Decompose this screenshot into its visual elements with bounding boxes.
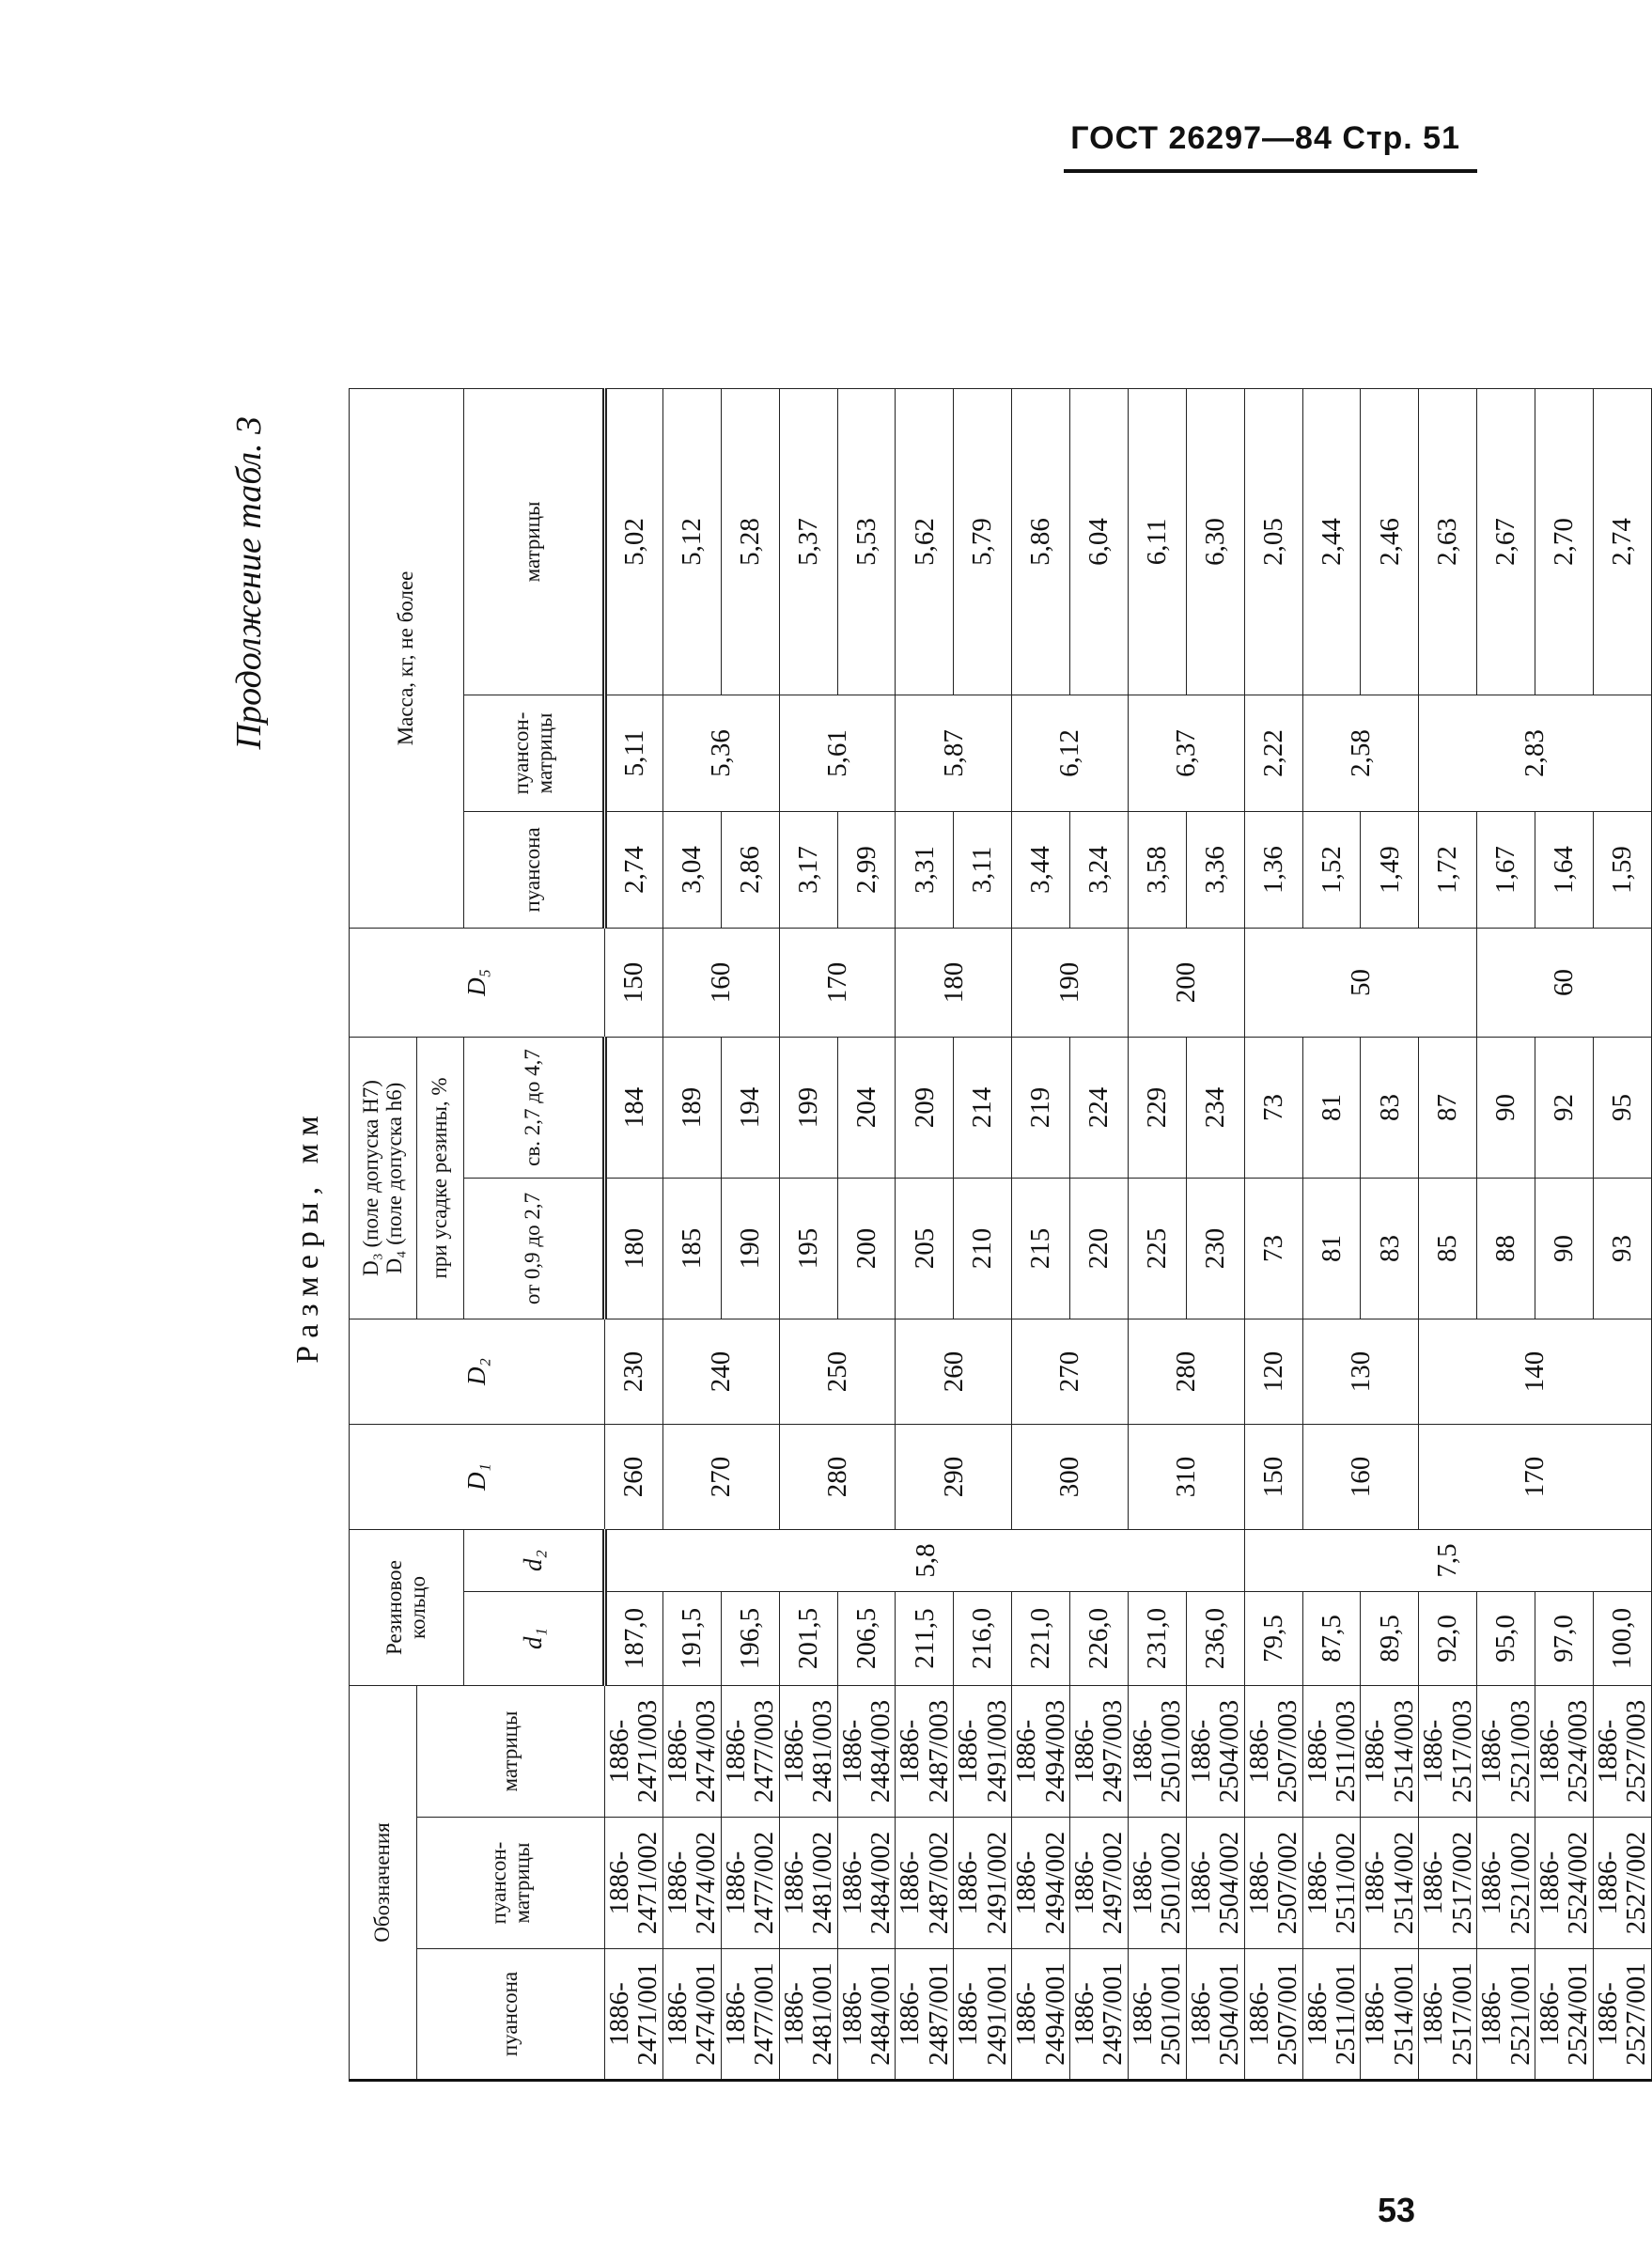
mass-punch-cell: 3,24 (1070, 811, 1129, 928)
mass-die-cell: 2,70 (1535, 388, 1594, 695)
D1-cell: 260 (605, 1424, 663, 1529)
D3-cell: 81 (1302, 1178, 1361, 1319)
D4-cell: 194 (721, 1037, 779, 1178)
punch-die-cell: 1886-2491/002 (954, 1818, 1012, 1949)
table-row (605, 388, 663, 2080)
d1-cell: 191,5 (662, 1592, 721, 1686)
mass-punch-cell: 1,52 (1302, 811, 1361, 928)
mass-punch-header: пуансона (464, 811, 605, 928)
mass-punch-die-cell: 2,58 (1302, 695, 1419, 811)
die-header: матрицы (417, 1686, 605, 1818)
mass-die-cell: 6,04 (1070, 388, 1129, 695)
mass-punch-cell: 3,11 (954, 811, 1012, 928)
d1-cell: 196,5 (721, 1592, 779, 1686)
D3-cell: 83 (1361, 1178, 1419, 1319)
punch-cell: 1886-2501/001 (1128, 1949, 1186, 2081)
D4-cell: 204 (837, 1037, 896, 1178)
punch-cell: 1886-2471/001 (605, 1949, 663, 2081)
mass-punch-cell: 1,36 (1244, 811, 1302, 928)
d1-cell: 187,0 (605, 1592, 663, 1686)
punch-cell: 1886-2477/001 (721, 1949, 779, 2081)
header-rule (1064, 169, 1477, 173)
D4-cell: 209 (896, 1037, 954, 1178)
D4-cell: 73 (1244, 1037, 1302, 1178)
table-row (1070, 388, 1129, 2080)
D1-header: D₁ (350, 1424, 605, 1529)
punch-cell: 1886-2524/001 (1535, 1949, 1594, 2081)
D3-cell: 85 (1419, 1178, 1477, 1319)
D4-cell: 92 (1535, 1037, 1594, 1178)
D1-cell: 270 (662, 1424, 779, 1529)
d1-cell: 95,0 (1477, 1592, 1535, 1686)
D5-header: D₅ (350, 928, 605, 1037)
die-cell: 1886-2481/003 (779, 1686, 837, 1818)
mass-punch-cell: 1,67 (1477, 811, 1535, 928)
D5-cell: 160 (662, 928, 779, 1037)
table-row (721, 388, 779, 2080)
punch-die-cell: 1886-2527/002 (1593, 1818, 1651, 1949)
die-cell: 1886-2504/003 (1186, 1686, 1244, 1818)
punch-cell: 1886-2481/001 (779, 1949, 837, 2081)
mass-punch-cell: 1,59 (1593, 811, 1651, 928)
mass-die-cell: 5,02 (605, 388, 663, 695)
D4-cell: 95 (1593, 1037, 1651, 1178)
D4-cell: 90 (1477, 1037, 1535, 1178)
header-page: Стр. 51 (1342, 120, 1460, 156)
mass-header: Масса, кг, не более (350, 388, 464, 928)
D3-tolerance-label: D₃ (поле допуска H7) (359, 1080, 383, 1276)
punch-cell: 1886-2491/001 (954, 1949, 1012, 2081)
D3-cell: 220 (1070, 1178, 1129, 1319)
die-cell: 1886-2494/003 (1012, 1686, 1070, 1818)
D2-cell: 250 (779, 1319, 896, 1424)
d2-cell: 7,5 (1244, 1529, 1651, 1591)
D4-cell: 87 (1419, 1037, 1477, 1178)
D5-cell: 180 (896, 928, 1012, 1037)
punch-cell: 1886-2507/001 (1244, 1949, 1302, 2081)
D2-cell: 130 (1302, 1319, 1419, 1424)
mass-die-cell: 5,86 (1012, 388, 1070, 695)
punch-die-cell: 1886-2477/002 (721, 1818, 779, 1949)
mass-punch-cell: 3,36 (1186, 811, 1244, 928)
punch-die-cell: 1886-2497/002 (1070, 1818, 1129, 1949)
d1-cell: 89,5 (1361, 1592, 1419, 1686)
d1-cell: 92,0 (1419, 1592, 1477, 1686)
D4-cell: 214 (954, 1037, 1012, 1178)
punch-die-cell: 1886-2524/002 (1535, 1818, 1594, 1949)
mass-punch-die-header: пуансон-матрицы (464, 695, 605, 811)
die-cell: 1886-2507/003 (1244, 1686, 1302, 1818)
die-cell: 1886-2517/003 (1419, 1686, 1477, 1818)
D3-cell: 88 (1477, 1178, 1535, 1319)
mass-punch-cell: 3,31 (896, 811, 954, 928)
mass-die-cell: 2,74 (1593, 388, 1651, 695)
punch-die-cell: 1886-2494/002 (1012, 1818, 1070, 1949)
D3-cell: 200 (837, 1178, 896, 1319)
punch-die-cell: 1886-2471/002 (605, 1818, 663, 1949)
shrinkage-header: при усадке резины, % (417, 1037, 464, 1319)
mass-die-cell: 2,46 (1361, 388, 1419, 695)
punch-cell: 1886-2497/001 (1070, 1949, 1129, 2081)
die-cell: 1886-2514/003 (1361, 1686, 1419, 1818)
D2-cell: 270 (1012, 1319, 1129, 1424)
mass-die-cell: 2,67 (1477, 388, 1535, 695)
d1-header: d₁ (464, 1592, 605, 1686)
D4-cell: 184 (605, 1037, 663, 1178)
mass-punch-cell: 3,58 (1128, 811, 1186, 928)
die-cell: 1886-2491/003 (954, 1686, 1012, 1818)
D3-cell: 215 (1012, 1178, 1070, 1319)
mass-punch-die-cell: 6,12 (1012, 695, 1129, 811)
d1-cell: 216,0 (954, 1592, 1012, 1686)
d1-cell: 211,5 (896, 1592, 954, 1686)
mass-punch-die-cell: 2,22 (1244, 695, 1302, 811)
die-cell: 1886-2477/003 (721, 1686, 779, 1818)
designations-header: Обозначения (350, 1686, 417, 2081)
D1-cell: 290 (896, 1424, 1012, 1529)
mass-punch-die-cell: 6,37 (1128, 695, 1244, 811)
punch-cell: 1886-2494/001 (1012, 1949, 1070, 2081)
punch-die-cell: 1886-2511/002 (1302, 1818, 1361, 1949)
table-row (1244, 388, 1302, 2080)
mass-punch-die-cell: 5,61 (779, 695, 896, 811)
D3-cell: 180 (605, 1178, 663, 1319)
punch-cell: 1886-2504/001 (1186, 1949, 1244, 2081)
D3-cell: 225 (1128, 1178, 1186, 1319)
punch-cell: 1886-2514/001 (1361, 1949, 1419, 2081)
D4-tolerance-label: D₄ (поле допуска h6) (382, 1082, 406, 1274)
table-row (1128, 388, 1186, 2080)
mass-punch-cell: 2,99 (837, 811, 896, 928)
mass-die-cell: 6,11 (1128, 388, 1186, 695)
punch-die-cell: 1886-2481/002 (779, 1818, 837, 1949)
table-row (1186, 388, 1244, 2080)
document-header (1070, 120, 1460, 157)
rubber-ring-header: Резиновое кольцо (350, 1529, 464, 1685)
punch-header: пуансона (417, 1949, 605, 2081)
mass-punch-cell: 2,74 (605, 811, 663, 928)
table-row (954, 388, 1012, 2080)
dimensions-table (349, 388, 1652, 2082)
D3D4-header (350, 1037, 417, 1319)
d1-cell: 87,5 (1302, 1592, 1361, 1686)
D4-cell: 83 (1361, 1037, 1419, 1178)
D1-cell: 280 (779, 1424, 896, 1529)
D1-cell: 150 (1244, 1424, 1302, 1529)
D4-cell: 229 (1128, 1037, 1186, 1178)
mass-punch-die-cell: 5,36 (662, 695, 779, 811)
mass-die-header: матрицы (464, 388, 605, 695)
mass-punch-cell: 3,17 (779, 811, 837, 928)
punch-cell: 1886-2474/001 (662, 1949, 721, 2081)
D3-cell: 93 (1593, 1178, 1651, 1319)
die-cell: 1886-2497/003 (1070, 1686, 1129, 1818)
D4-cell: 224 (1070, 1037, 1129, 1178)
d2-header: d₂ (464, 1529, 605, 1591)
punch-die-cell: 1886-2507/002 (1244, 1818, 1302, 1949)
d1-cell: 226,0 (1070, 1592, 1129, 1686)
table-row (1419, 388, 1477, 2080)
mass-die-cell: 5,79 (954, 388, 1012, 695)
shrinkage-low-header: от 0,9 до 2,7 (464, 1178, 605, 1319)
d1-cell: 236,0 (1186, 1592, 1244, 1686)
mass-punch-cell: 1,72 (1419, 811, 1477, 928)
punch-die-cell: 1886-2474/002 (662, 1818, 721, 1949)
mass-die-cell: 5,12 (662, 388, 721, 695)
punch-die-cell: 1886-2484/002 (837, 1818, 896, 1949)
die-cell: 1886-2471/003 (605, 1686, 663, 1818)
D5-cell: 190 (1012, 928, 1129, 1037)
punch-die-cell: 1886-2521/002 (1477, 1818, 1535, 1949)
D4-cell: 189 (662, 1037, 721, 1178)
punch-die-cell: 1886-2504/002 (1186, 1818, 1244, 1949)
mass-die-cell: 5,62 (896, 388, 954, 695)
D5-cell: 150 (605, 928, 663, 1037)
D4-cell: 219 (1012, 1037, 1070, 1178)
d1-cell: 231,0 (1128, 1592, 1186, 1686)
D5-cell: 60 (1477, 928, 1652, 1037)
table-row (779, 388, 837, 2080)
punch-cell: 1886-2484/001 (837, 1949, 896, 2081)
D5-cell: 170 (779, 928, 896, 1037)
die-cell: 1886-2524/003 (1535, 1686, 1594, 1818)
table-row (1361, 388, 1419, 2080)
d1-cell: 221,0 (1012, 1592, 1070, 1686)
mass-punch-die-cell: 2,83 (1419, 695, 1652, 811)
D3-cell: 190 (721, 1178, 779, 1319)
mass-punch-cell: 3,04 (662, 811, 721, 928)
D5-cell: 50 (1244, 928, 1477, 1037)
mass-punch-cell: 2,86 (721, 811, 779, 928)
table-row (837, 388, 896, 2080)
punch-cell: 1886-2521/001 (1477, 1949, 1535, 2081)
die-cell: 1886-2501/003 (1128, 1686, 1186, 1818)
rotated-table-block (223, 390, 1652, 2082)
mass-punch-die-cell: 5,11 (605, 695, 663, 811)
D2-header: D₂ (350, 1319, 605, 1424)
table-continuation-label: Продолжение табл. 3 (229, 416, 269, 750)
D5-cell: 200 (1128, 928, 1244, 1037)
D2-cell: 280 (1128, 1319, 1244, 1424)
D2-cell: 230 (605, 1319, 663, 1424)
D2-cell: 140 (1419, 1319, 1652, 1424)
die-cell: 1886-2527/003 (1593, 1686, 1651, 1818)
mass-die-cell: 6,30 (1186, 388, 1244, 695)
D3-cell: 210 (954, 1178, 1012, 1319)
d1-cell: 97,0 (1535, 1592, 1594, 1686)
D1-cell: 300 (1012, 1424, 1129, 1529)
D2-cell: 120 (1244, 1319, 1302, 1424)
mass-punch-die-cell: 5,87 (896, 695, 1012, 811)
mass-die-cell: 5,53 (837, 388, 896, 695)
punch-die-cell: 1886-2517/002 (1419, 1818, 1477, 1949)
standard-number: ГОСТ 26297—84 (1070, 120, 1333, 156)
mass-punch-cell: 1,49 (1361, 811, 1419, 928)
table-row (1302, 388, 1361, 2080)
D1-cell: 160 (1302, 1424, 1419, 1529)
D3-cell: 195 (779, 1178, 837, 1319)
D2-cell: 240 (662, 1319, 779, 1424)
d1-cell: 100,0 (1593, 1592, 1651, 1686)
table-row (896, 388, 954, 2080)
table-row (662, 388, 721, 2080)
punch-cell: 1886-2527/001 (1593, 1949, 1651, 2081)
table-row (1535, 388, 1594, 2080)
shrinkage-high-header: св. 2,7 до 4,7 (464, 1037, 605, 1178)
mass-die-cell: 2,63 (1419, 388, 1477, 695)
D3-cell: 90 (1535, 1178, 1594, 1319)
punch-die-cell: 1886-2514/002 (1361, 1818, 1419, 1949)
mass-die-cell: 2,05 (1244, 388, 1302, 695)
D3-cell: 205 (896, 1178, 954, 1319)
die-cell: 1886-2521/003 (1477, 1686, 1535, 1818)
D4-cell: 199 (779, 1037, 837, 1178)
die-cell: 1886-2487/003 (896, 1686, 954, 1818)
D1-cell: 310 (1128, 1424, 1244, 1529)
die-cell: 1886-2511/003 (1302, 1686, 1361, 1818)
punch-cell: 1886-2517/001 (1419, 1949, 1477, 2081)
D3-cell: 230 (1186, 1178, 1244, 1319)
D3-cell: 73 (1244, 1178, 1302, 1319)
table-row (1477, 388, 1535, 2080)
mass-die-cell: 5,37 (779, 388, 837, 695)
mass-die-cell: 2,44 (1302, 388, 1361, 695)
punch-cell: 1886-2511/001 (1302, 1949, 1361, 2081)
mass-punch-cell: 1,64 (1535, 811, 1594, 928)
D1-cell: 170 (1419, 1424, 1652, 1529)
punch-die-cell: 1886-2487/002 (896, 1818, 954, 1949)
table-row (1593, 388, 1651, 2080)
d1-cell: 206,5 (837, 1592, 896, 1686)
punch-die-header: пуансон-матрицы (417, 1818, 605, 1949)
D4-cell: 81 (1302, 1037, 1361, 1178)
D4-cell: 234 (1186, 1037, 1244, 1178)
table-caption: Размеры, мм (290, 1108, 325, 1364)
die-cell: 1886-2484/003 (837, 1686, 896, 1818)
table-row (1012, 388, 1070, 2080)
page-number: 53 (1377, 2191, 1415, 2229)
mass-die-cell: 5,28 (721, 388, 779, 695)
D2-cell: 260 (896, 1319, 1012, 1424)
die-cell: 1886-2474/003 (662, 1686, 721, 1818)
D3-cell: 185 (662, 1178, 721, 1319)
mass-punch-cell: 3,44 (1012, 811, 1070, 928)
d2-cell: 5,8 (605, 1529, 1245, 1591)
punch-cell: 1886-2487/001 (896, 1949, 954, 2081)
d1-cell: 201,5 (779, 1592, 837, 1686)
d1-cell: 79,5 (1244, 1592, 1302, 1686)
punch-die-cell: 1886-2501/002 (1128, 1818, 1186, 1949)
